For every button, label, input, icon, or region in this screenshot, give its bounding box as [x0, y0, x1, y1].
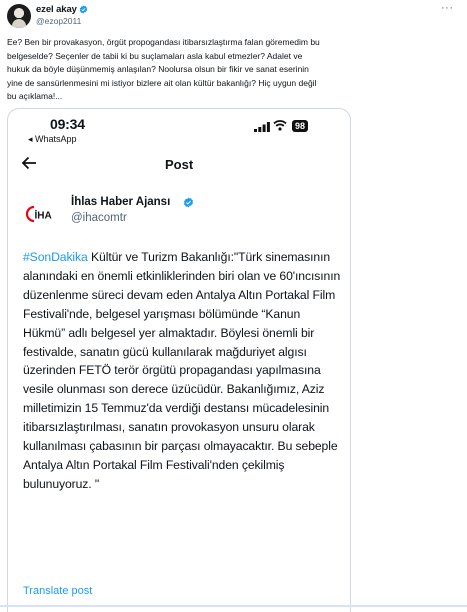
translate-post-link: Translate post [23, 585, 93, 597]
status-time: 09:34 [50, 116, 85, 132]
author-name[interactable]: ezel akay [36, 4, 77, 15]
back-to-app-label: ◂ WhatsApp [28, 134, 77, 144]
avatar[interactable] [7, 4, 31, 28]
iha-author-handle: @ihacomtr [71, 212, 127, 224]
screenshot-post-body [23, 248, 345, 494]
iha-author-name: İhlas Haber Ajansı [71, 196, 171, 208]
screen-title: Post [165, 157, 194, 172]
iha-logo [24, 204, 64, 224]
hashtag-link: #SonDakika [23, 250, 88, 264]
attached-screenshot[interactable] [7, 108, 351, 612]
screenshot-post-text: Kültür ve Turizm Bakanlığı:"Türk sinemasının alanındaki en önemli etkinliklerinden biri olan ve 60'ıncısının düzenlenme süreci devam eden Antalya Altın Portakal Film Festivali'nde, belgesel yarışması bölümünde “Kanun Hükmü” adlı belgesel yer almaktadır. Böylesi önemli bir festivalde, sanatın gücü kullanılarak mağduriyet algısı üzerinden FETÖ terör örgütü propagandası yapılmasına vesile olunması son derece üzücüdür. Bakanlığımız, Aziz milletimizin 15 Temmuz'da verdiği destansı mücadelesinin itibarsızlaştırılması, sanatın provokasyon unsuru olarak kullanılması çabasının bir parçası olmayacaktır. Bu sebeple Antalya Altın Portakal Film Festivali'nden çekilmiş bulunuyoruz. " [23, 250, 341, 491]
divider [0, 605, 467, 607]
iha-logo-text: İHA [34, 210, 52, 222]
more-options-icon[interactable]: ··· [441, 2, 454, 14]
verified-badge-icon [79, 5, 88, 14]
post-header [0, 0, 467, 30]
wifi-icon [273, 119, 287, 131]
back-arrow-icon[interactable] [21, 156, 37, 170]
verified-badge-icon [183, 197, 194, 208]
signal-icon [254, 122, 270, 132]
battery-level: 98 [292, 120, 308, 132]
author-handle[interactable]: @ezop2011 [36, 16, 82, 26]
tweet-text: Ee? Ben bir provakasyon, örgüt propogandası itibarsızlaştırma falan göremedim bu belgeselde? Seçenler de tabii ki bu suçlamaları asla kabul etmezler? Adalet ve hukuk da böyle düşünmemiş anlaşılan? Noolursa olsun bir fikir ve sanat eserinin yine de sansürlenmesini mi istiyor bizlere ait olan kültür bakanlığı? Hiç uygun değil bu açıklama!... [7, 37, 320, 102]
